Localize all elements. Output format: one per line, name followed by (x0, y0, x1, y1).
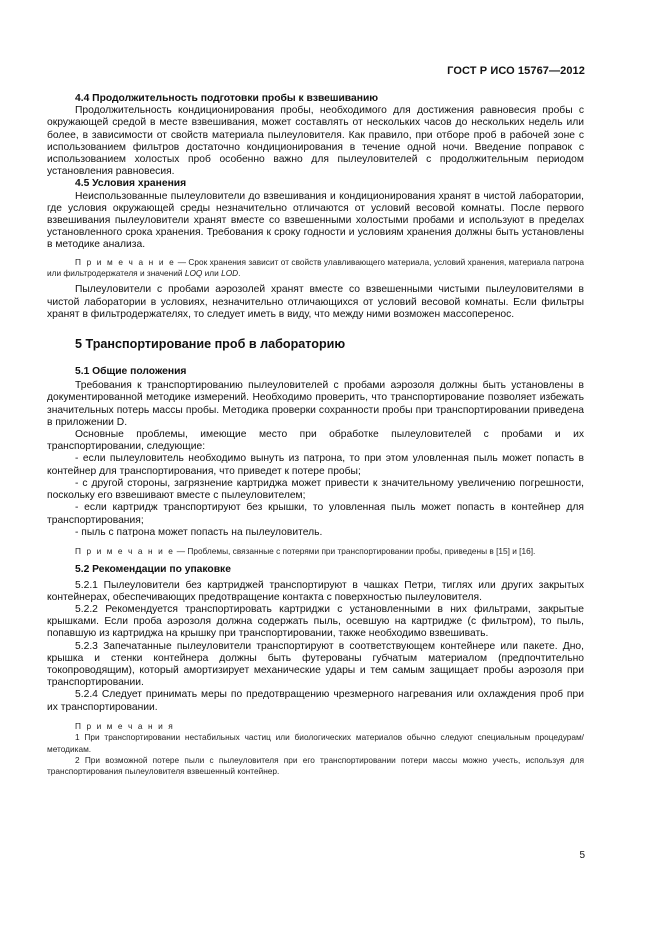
page-content (47, 93, 584, 778)
section-5-title: 5 Транспортирование проб в лабораторию (75, 337, 346, 352)
section-4-5-paragraph-1: Неиспользованные пылеуловители до взвешивания и кондиционирования хранят в чистой лаборатории, где условия окружающей среды незначительно отличаются от условий весовой комнаты. После первого взвешивания пылеуловители хранят вместе со взвешенными холостыми пробами и используют в пределах установленного срока хранения. Требования к сроку годности и условиям хранения должны быть установлены в методике анализа. (47, 190, 584, 251)
note-label: П р и м е ч а н и е (75, 256, 176, 267)
section-5-1-paragraph-1: Требования к транспортированию пылеуловителей с пробами аэрозоля должны быть установлены в документированной методике измерений. Необходимо проверить, что транспортирование позволяет избежать значительных потерь массы пробы. Методика проверки сохранности пробы при транспортировании приведена в приложении D. (47, 380, 584, 428)
bullet-2: - с другой стороны, загрязнение картриджа может привести к значительному увеличению погрешности, поскольку его взвешивают вместе с пылеуловителем; (47, 477, 584, 502)
note-2: 2 При возможной потере пыли с пылеуловителя при его транспортировании потери массы можно учесть, используя для транспортирования пылеуловителя взвешенный контейнер. (47, 754, 584, 777)
note-end: . (238, 268, 241, 279)
notes-label: П р и м е ч а н и я (75, 720, 175, 731)
note-1: 1 При транспортировании нестабильных частиц или биологических материалов обычно следуют специальным процедурам/методикам. (47, 732, 584, 754)
section-4-5-title: 4.5 Условия хранения (75, 178, 187, 190)
paragraph-5-2-2: 5.2.2 Рекомендуется транспортировать картриджи с установленными в них фильтрами, закрытые крышками. Если проба аэрозоля должна содержать пыль, осевшую на картридже (с фильтром), то пыль, попавшую из картриджа на крышку при транспортировании, также необходимо взвешивать. (47, 603, 584, 640)
section-4-4-paragraph: Продолжительность кондиционирования пробы, необходимого для достижения равновесия пробы с окружающей средой в месте взвешивания, может составлять от нескольких часов до нескольких недель или более, в зависимости от свойств материала пылеуловителя. Как правило, при отборе проб в рабочей зоне с использованием фильтров достаточно кондиционирования в течение одной ночи. Введение поправок с использованием холостых проб особенно важно для пылеуловителей с продолжительным периодом установления равновесия. (47, 105, 584, 178)
document-code: ГОСТ Р ИСО 15767—2012 (447, 65, 585, 77)
paragraph-5-2-1: 5.2.1 Пылеуловители без картриджей транспортируют в чашках Петри, тиглях или других закрытых контейнерах, обеспечивающих предотвращение контакта с поверхностью пылеуловителя. (47, 579, 584, 603)
note-lod: LOD (221, 268, 239, 279)
bullet-3: - если картридж транспортируют без крышки, то уловленная пыль может попасть в контейнер для транспортирования; (47, 502, 584, 526)
section-5-1-paragraph-2: Основные проблемы, имеющие место при обработке пылеуловителей с пробами и их транспортировании, следующие: (47, 429, 584, 453)
note-text: — Срок хранения зависит от свойств улавливающего материала, условий хранения, материала патрона или фильтродержателя и значений (47, 256, 584, 279)
paragraph-5-2-3: 5.2.3 Запечатанные пылеуловители транспортируют в соответствующем контейнере или пакете. Дно, крышка и стенки контейнера должны быть футерованы губчатым материалом (предпочтительно токопроводящим), который амортизирует механические удары и тем самым защищает пробы аэрозоля при транспортировании. (47, 640, 584, 689)
section-5-1-note (47, 546, 584, 557)
section-4-5-note (47, 257, 584, 280)
section-4-5-paragraph-2: Пылеуловители с пробами аэрозолей хранят вместе со взвешенными чистыми пылеуловителями в чистой лаборатории в условиях, незначительно отличающихся от условий весовой комнаты. Если фильтры хранят в фильтродержателях, то следует иметь в виду, что между ними возможен массоперенос. (47, 284, 584, 320)
bullet-1: - если пылеуловитель необходимо вынуть из патрона, то при этом уловленная пыль может попасть в контейнер для транспортирования, что приведет к потере пробы; (47, 453, 584, 477)
note-label: П р и м е ч а н и е (75, 545, 175, 556)
note-text: — Проблемы, связанные с потерями при транспортировании пробы, приведены в [15] и [16]. (174, 545, 536, 556)
section-5-1-title: 5.1 Общие положения (75, 366, 187, 378)
note-loq: LOQ (184, 268, 203, 279)
paragraph-5-2-4: 5.2.4 Следует принимать меры по предотвращению чрезмерного нагревания или охлаждения проб при их транспортировании. (47, 689, 584, 713)
note-or: или (202, 268, 222, 279)
page-number: 5 (579, 850, 585, 861)
bullet-4: - пыль с патрона может попасть на пылеуловитель. (75, 526, 323, 538)
section-4-4-title: 4.4 Продолжительность подготовки пробы к взвешиванию (75, 93, 379, 104)
section-5-2-notes (47, 721, 584, 778)
section-5-2-title: 5.2 Рекомендации по упаковке (75, 564, 231, 576)
